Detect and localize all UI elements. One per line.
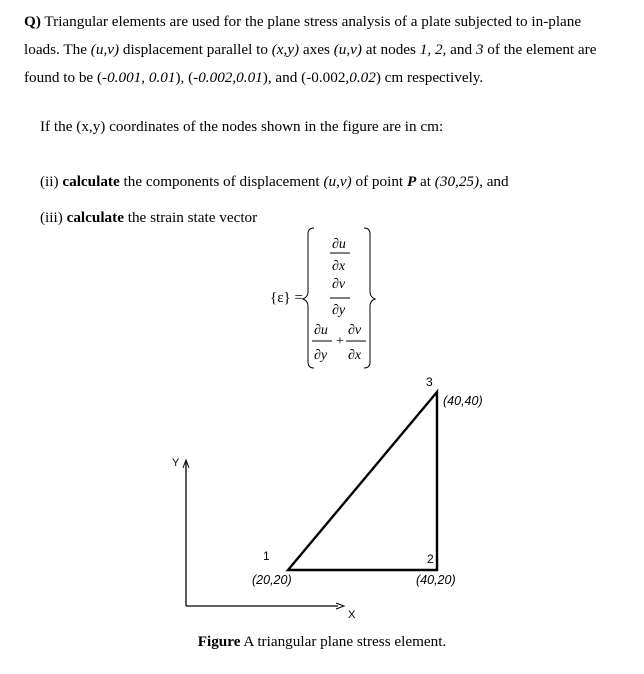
strain-lhs: {ε} = <box>270 290 303 306</box>
du-dx-denominator: ∂x <box>332 259 346 274</box>
du-dx-numerator: ∂u <box>332 237 346 252</box>
y-axis-label: Y <box>172 457 180 469</box>
du-dy-numerator: ∂u <box>314 323 328 338</box>
figure-caption: Figure A triangular plane stress element. <box>197 633 447 650</box>
dv-dx-numerator: ∂v <box>348 323 362 338</box>
node-2-label: 2 <box>427 552 434 566</box>
dv-dy-numerator: ∂v <box>332 277 346 292</box>
question-line-3: found to be (-0.001, 0.01), (-0.002,0.01), and (-0.002,0.02) cm respectively. <box>24 69 484 86</box>
node-3-coord: (40,40) <box>443 394 483 408</box>
node-1-coord: (20,20) <box>252 573 292 587</box>
du-dy-denominator: ∂y <box>314 348 328 363</box>
node-1-label: 1 <box>263 549 270 563</box>
question-label: Q) <box>24 13 41 30</box>
question-line-1: Q) Triangular elements are used for the plane stress analysis of a plate subjected to in-plane <box>24 13 582 30</box>
coords-statement: If the (x,y) coordinates of the nodes shown in the figure are in cm: <box>40 118 444 135</box>
plus-sign: + <box>336 334 344 349</box>
dv-dx-denominator: ∂x <box>348 348 362 363</box>
dv-dy-denominator: ∂y <box>332 303 346 318</box>
node-2-coord: (40,20) <box>416 573 456 587</box>
part-iii: (iii) calculate the strain state vector <box>40 209 258 226</box>
node-3-label: 3 <box>426 375 433 389</box>
x-axis-label: X <box>348 609 356 621</box>
triangle-element <box>288 392 437 570</box>
question-line-2: loads. The (u,v) displacement parallel to (x,y) axes (u,v) at nodes 1, 2, and 3 of the element are <box>24 41 597 58</box>
part-ii: (ii) calculate the components of displacement (u,v) of point P at (30,25), and <box>40 173 509 190</box>
